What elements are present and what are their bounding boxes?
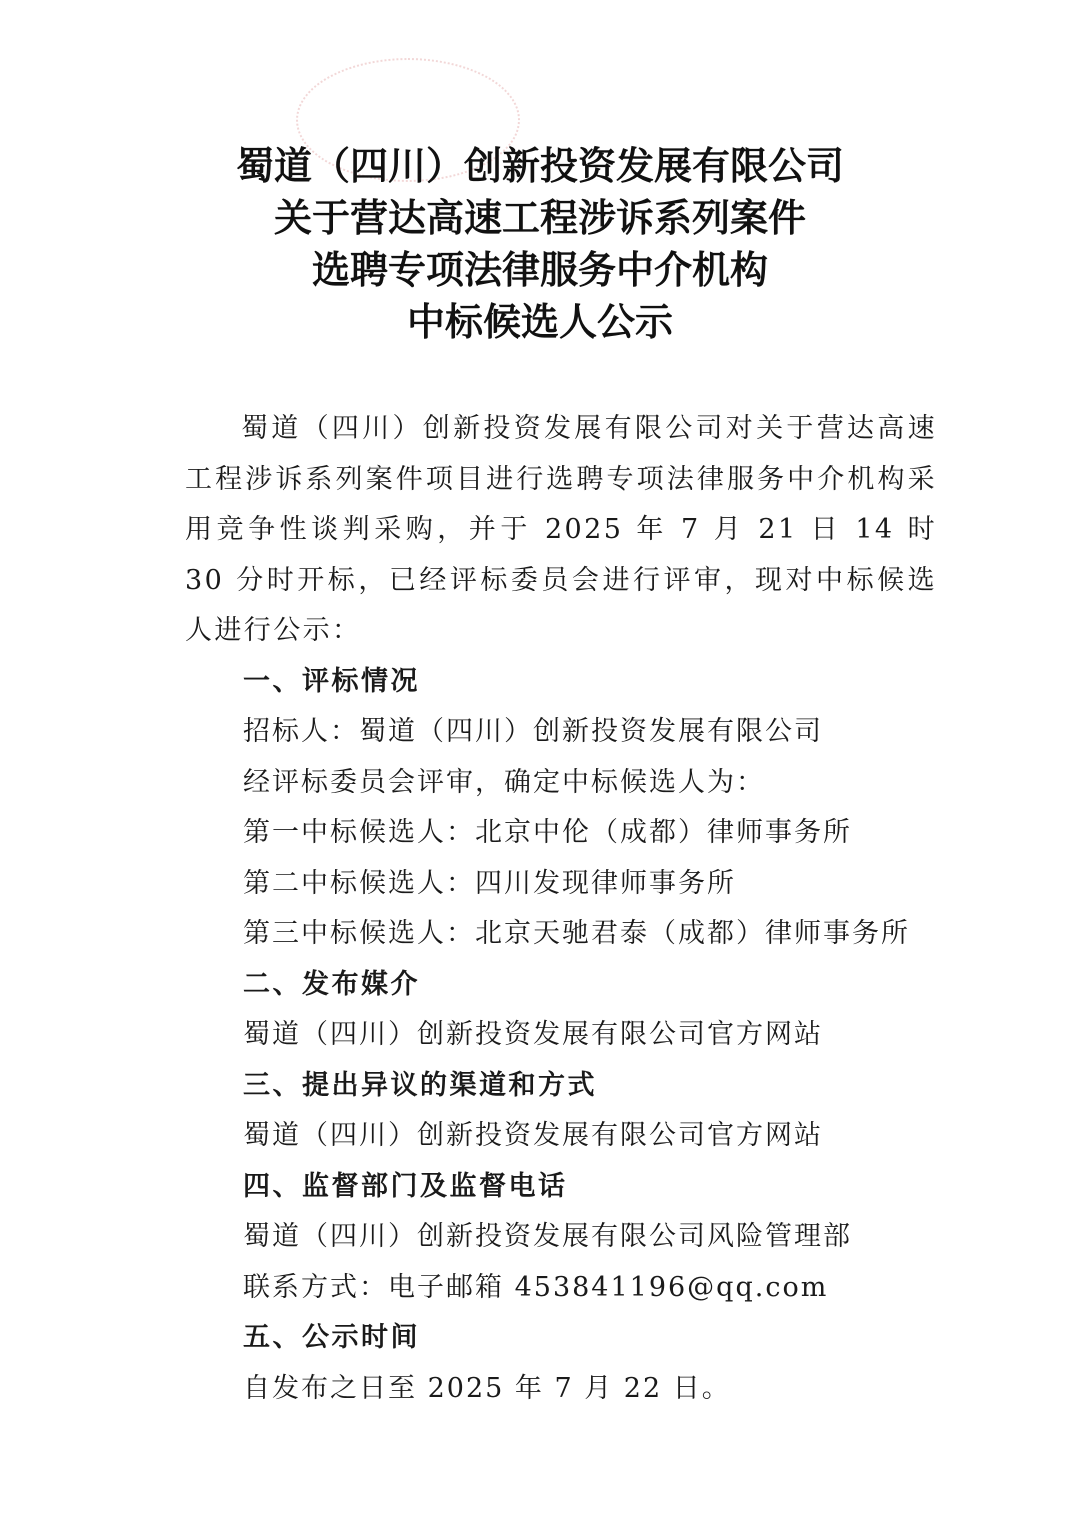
objection-channel-line: 蜀道（四川）创新投资发展有限公司官方网站 [243, 1120, 823, 1151]
intro-paragraph: 蜀道（四川）创新投资发展有限公司对关于营达高速工程涉诉系列案件项目进行选聘专项法律服务中介机构采用竞争性谈判采购，并于 2025 年 7 月 21 日 14 时 30 分时开标，已经评标委员会进行评审，现对中标候选人进行公示： [185, 413, 937, 646]
contact-line: 联系方式：电子邮箱 453841196@qq.com [243, 1271, 829, 1303]
document-body [185, 404, 937, 1414]
title-line-2: 关于营达高速工程涉诉系列案件 [273, 195, 806, 240]
candidate-2: 第二中标候选人：四川发现律师事务所 [243, 867, 736, 899]
section-1-heading: 一、评标情况 [243, 665, 420, 697]
section-4-heading: 四、监督部门及监督电话 [243, 1170, 568, 1202]
candidate-3: 第三中标候选人：北京天驰君泰（成都）律师事务所 [243, 918, 910, 949]
supervision-department-line: 蜀道（四川）创新投资发展有限公司风险管理部 [243, 1221, 852, 1252]
section-3-heading: 三、提出异议的渠道和方式 [243, 1069, 597, 1101]
title-line-1: 蜀道（四川）创新投资发展有限公司 [235, 143, 844, 188]
document-title [0, 140, 1080, 348]
section-2-heading: 二、发布媒介 [243, 968, 420, 1000]
tenderer-line: 招标人：蜀道（四川）创新投资发展有限公司 [243, 716, 823, 747]
publicity-period-line: 自发布之日至 2025 年 7 月 22 日。 [243, 1372, 731, 1404]
section-5-heading: 五、公示时间 [243, 1322, 420, 1353]
title-line-3: 选聘专项法律服务中介机构 [311, 247, 768, 292]
media-line: 蜀道（四川）创新投资发展有限公司官方网站 [243, 1019, 823, 1050]
review-line: 经评标委员会评审，确定中标候选人为： [243, 766, 765, 798]
title-line-4: 中标候选人公示 [406, 299, 673, 344]
candidate-1: 第一中标候选人：北京中伦（成都）律师事务所 [243, 817, 852, 848]
